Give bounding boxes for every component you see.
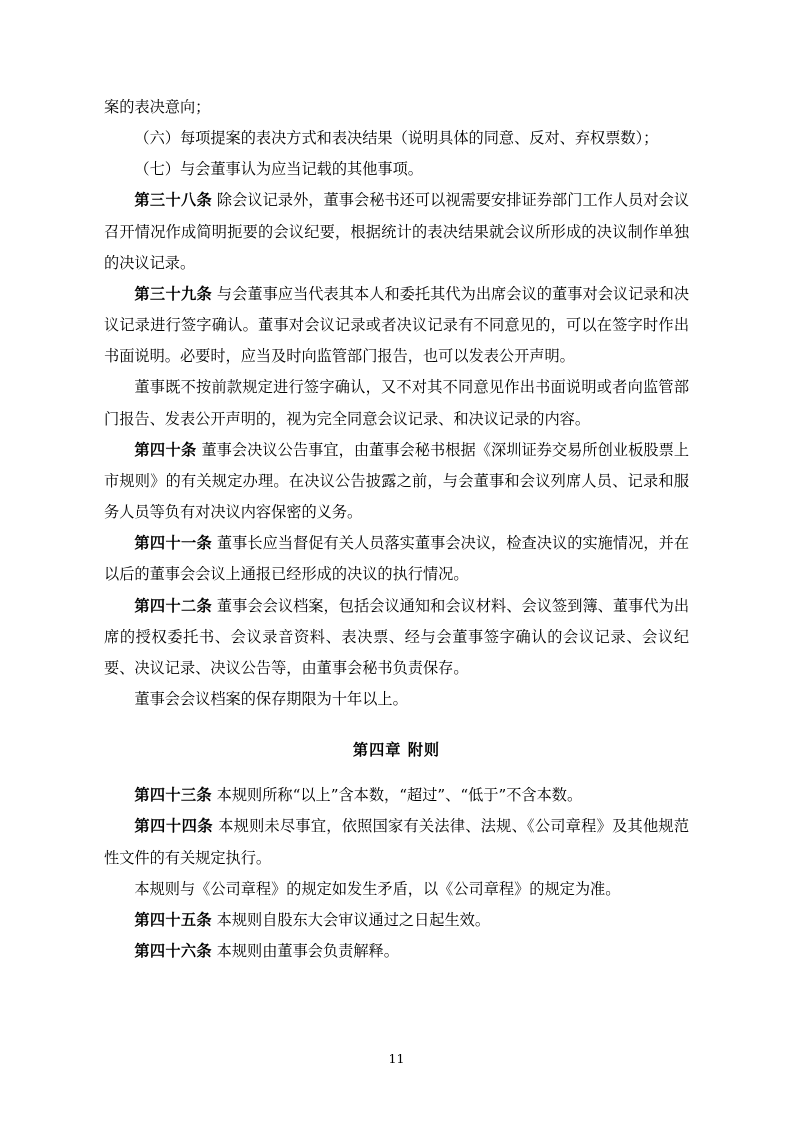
article-number: 第四十四条 <box>134 817 214 836</box>
article-paragraph <box>104 936 689 967</box>
paragraph-text: 本规则所称“以上”含本数，“超过”、“低于”不含本数。 <box>216 786 583 805</box>
paragraph <box>104 372 689 434</box>
article-number: 第三十八条 <box>134 191 213 210</box>
article-number: 第四十六条 <box>134 942 212 961</box>
paragraph-text: 董事会决议公告事宜，由董事会秘书根据《深圳证券交易所创业板股票上市规则》的有关规定办理。在决议公告披露之前，与会董事和会议列席人员、记录和服务人员等负有对决议内容保密的义务。 <box>104 440 690 522</box>
article-number: 第四十二条 <box>134 596 213 615</box>
article-number: 第四十五条 <box>134 910 212 929</box>
paragraph <box>104 92 689 123</box>
paragraph-text: 本规则与《公司章程》的规定如发生矛盾，以《公司章程》的规定为准。 <box>134 879 621 898</box>
chapter-heading: 第四章 附则 <box>352 741 441 760</box>
page-number: 11 <box>388 1051 405 1066</box>
paragraph-text: 案的表决意向； <box>104 98 211 116</box>
paragraph-text: 本规则由董事会负责解释。 <box>216 942 399 961</box>
paragraph <box>104 154 689 185</box>
paragraph-text: 与会董事应当代表其本人和委托其代为出席会议的董事对会议记录和决议记录进行签字确认。董事对会议记录或者决议记录有不同意见的，可以在签字时作出书面说明。必要时，应当及时向监管部门报告，也可以发表公开声明。 <box>104 284 690 366</box>
article-paragraph <box>104 905 689 936</box>
article-number: 第四十一条 <box>134 534 213 553</box>
paragraph-text: 除会议记录外，董事会秘书还可以视需要安排证券部门工作人员对会议召开情况作成简明扼要的会议纪要，根据统计的表决结果就会议所形成的决议制作单独的决议记录。 <box>104 191 690 272</box>
paragraph-text: （六）每项提案的表决方式和表决结果（说明具体的同意、反对、弃权票数）； <box>134 129 659 148</box>
article-paragraph <box>104 591 689 684</box>
paragraph-text: 董事会会议档案，包括会议通知和会议材料、会议签到簿、董事代为出席的授权委托书、会议录音资料、表决票、经与会董事签字确认的会议记录、会议纪要、决议记录、决议公告等，由董事会秘书负责保存。 <box>104 596 690 677</box>
article-number: 第三十九条 <box>134 284 213 303</box>
document-body <box>104 92 689 967</box>
paragraph-text: 本规则未尽事宜，依照国家有关法律、法规、《公司章程》及其他规范性文件的有关规定执行。 <box>104 817 690 867</box>
paragraph <box>104 874 689 905</box>
article-paragraph <box>104 435 689 528</box>
paragraph-text: 董事会会议档案的保存期限为十年以上。 <box>134 689 408 708</box>
article-paragraph <box>104 185 689 278</box>
paragraph-text: （七）与会董事认为应当记载的其他事项。 <box>134 160 423 179</box>
article-paragraph <box>104 780 689 811</box>
article-paragraph <box>104 528 689 590</box>
article-paragraph <box>104 279 689 372</box>
article-number: 第四十三条 <box>134 786 212 805</box>
paragraph <box>104 123 689 154</box>
paragraph-text: 董事既不按前款规定进行签字确认，又不对其不同意见作出书面说明或者向监管部门报告、发表公开声明的，视为完全同意会议记录、和决议记录的内容。 <box>104 378 689 428</box>
paragraph <box>104 684 689 715</box>
paragraph-text: 董事长应当督促有关人员落实董事会决议，检查决议的实施情况，并在以后的董事会会议上通报已经形成的决议的执行情况。 <box>104 534 690 584</box>
article-number: 第四十条 <box>134 440 197 459</box>
article-paragraph <box>104 811 689 873</box>
paragraph-text: 本规则自股东大会审议通过之日起生效。 <box>216 910 491 929</box>
